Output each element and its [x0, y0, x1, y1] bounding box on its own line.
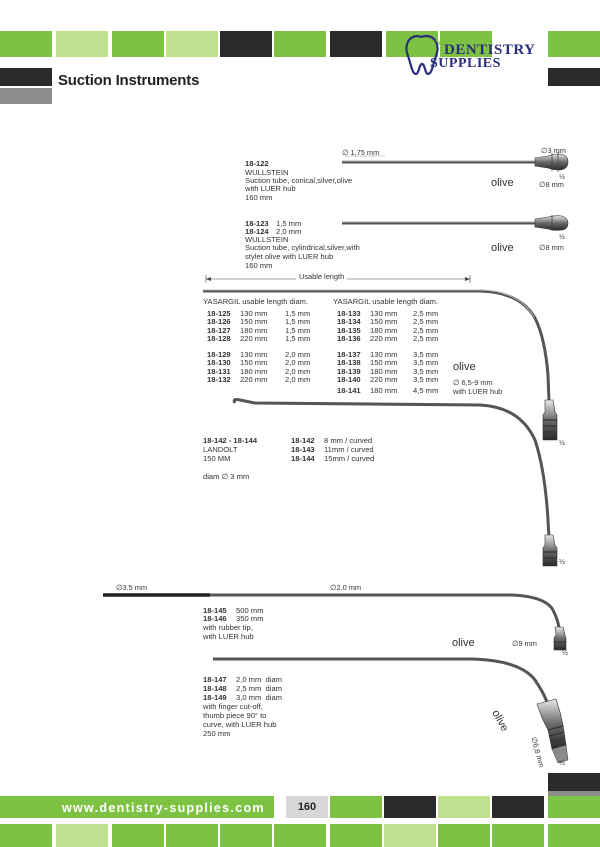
- table-cell-code: 18-139: [337, 367, 361, 376]
- table-cell-code: 18-127: [207, 326, 231, 335]
- table-cell-diam: 2,0 mm: [285, 358, 311, 367]
- landolt-diam: diam ∅ 3 mm: [203, 472, 250, 481]
- table-cell-code: 18-136: [337, 334, 361, 343]
- table-cell-length: 150 mm: [240, 358, 268, 367]
- desc2-18-123: stylet olive with LUER hub: [245, 252, 334, 261]
- table-cell-diam: 2,0 mm diam: [236, 675, 282, 684]
- table-cell-length: 180 mm: [370, 326, 398, 335]
- table-cell-diam: 3,0 mm diam: [236, 693, 282, 702]
- table-cell-desc: 15mm / curved: [324, 454, 375, 463]
- table-cell-length: 180 mm: [240, 367, 268, 376]
- table-cell-diam: 2,5 mm: [413, 317, 439, 326]
- table-cell-diam: 2,0 mm: [285, 375, 311, 384]
- desc2-18-122: with LUER hub: [245, 184, 296, 193]
- table-cell-diam: 2,5 mm: [413, 334, 439, 343]
- desc3-18-147: curve, with LUER hub: [203, 720, 277, 729]
- table-cell-diam: 1,5 mm: [285, 309, 311, 318]
- table-cell-length: 130 mm: [240, 309, 268, 318]
- desc1-18-147: with finger cut-off,: [203, 702, 263, 711]
- name-18-123: WULLSTEIN: [245, 235, 289, 244]
- tube-18-123: [342, 215, 568, 231]
- dia-olive-18-145: ∅9 mm: [512, 639, 537, 648]
- table-cell-diam: 2,0 mm: [285, 367, 311, 376]
- table-cell-length: 220 mm: [370, 334, 398, 343]
- table-cell-code: 18-134: [337, 317, 361, 326]
- scale-18-123: ½: [559, 234, 565, 241]
- brand-bottom: SUPPLIES: [430, 56, 501, 71]
- table-cell-code: 18-140: [337, 375, 361, 384]
- table-cell-code: 18-135: [337, 326, 361, 335]
- dia-mid-18-145: ∅2.0 mm: [330, 583, 362, 592]
- landolt-length: 150 MM: [203, 454, 231, 463]
- tube-landolt: [234, 399, 557, 566]
- table-cell-code: 18-128: [207, 334, 231, 343]
- table-cell-code: 18-138: [337, 358, 361, 367]
- table-cell-code: 18-131: [207, 367, 231, 376]
- table-cell-code: 18-133: [337, 309, 361, 318]
- landolt-range: 18-142 - 18-144: [203, 436, 258, 445]
- table-cell-diam: 3,5 mm: [413, 375, 439, 384]
- length-18-147: 250 mm: [203, 729, 231, 738]
- table-cell-length: 180 mm: [370, 386, 398, 395]
- dia-top-18-122: ∅ 1,75 mm: [342, 148, 380, 157]
- table-cell-diam: 4,5 mm: [413, 386, 439, 395]
- table-cell-length: 150 mm: [240, 317, 268, 326]
- table-cell-code: 18-143: [291, 445, 315, 454]
- table-cell-diam: 1,5 mm: [285, 334, 311, 343]
- dia-olive-18-122: ∅8 mm: [539, 180, 564, 189]
- table-cell-diam: 2,5 mm: [413, 309, 439, 318]
- size-18-123: 1,5 mm: [276, 219, 302, 228]
- table-cell-code: 18-141: [337, 386, 361, 395]
- usable-length-label: Usable length: [296, 272, 347, 281]
- name-18-122: WULLSTEIN: [245, 168, 289, 177]
- desc2-18-147: thumb piece 90° to: [203, 711, 267, 720]
- table-cell-code: 18-130: [207, 358, 231, 367]
- yasargil-left-header: YASARGIL usable length diam.: [203, 297, 309, 306]
- table-cell-diam: 1,5 mm: [285, 326, 311, 335]
- table-cell-diam: 2,5 mm diam: [236, 684, 282, 693]
- table-cell-diam: 3,5 mm: [413, 358, 439, 367]
- scale-yasargil: ½: [559, 440, 565, 447]
- yasargil-right-header: YASARGIL usable length diam.: [333, 297, 439, 306]
- table-cell-length: 220 mm: [240, 375, 268, 384]
- code-18-145: 18-145: [203, 606, 227, 615]
- table-cell-length: 180 mm: [240, 326, 268, 335]
- olive-label-18-123: olive: [491, 242, 514, 254]
- dia-tip-18-122: ∅3 mm: [541, 146, 566, 155]
- olive-label-18-122: olive: [491, 177, 514, 189]
- hub-yasargil: with LUER hub: [453, 387, 503, 396]
- desc2-18-145: with LUER hub: [203, 632, 254, 641]
- table-cell-code: 18-125: [207, 309, 231, 318]
- code-18-123: 18-123: [245, 219, 269, 228]
- table-cell-desc: 8 mm / curved: [324, 436, 373, 445]
- scale-18-145: ½: [562, 650, 568, 657]
- table-cell-length: 220 mm: [240, 334, 268, 343]
- len-18-146: 350 mm: [236, 614, 264, 623]
- table-cell-diam: 2,0 mm: [285, 350, 311, 359]
- scale-landolt: ½: [559, 559, 565, 566]
- scale-18-122: ½: [559, 174, 565, 181]
- table-cell-code: 18-149: [203, 693, 227, 702]
- table-cell-diam: 3,5 mm: [413, 367, 439, 376]
- desc1-18-123: Suction tube, cylindrical,silver,with: [245, 243, 360, 252]
- table-cell-length: 150 mm: [370, 317, 398, 326]
- table-cell-diam: 1,5 mm: [285, 317, 311, 326]
- table-cell-code: 18-144: [291, 454, 315, 463]
- table-cell-code: 18-126: [207, 317, 231, 326]
- tube-18-145: [103, 595, 566, 650]
- table-cell-code: 18-147: [203, 675, 227, 684]
- len-18-145: 500 mm: [236, 606, 264, 615]
- table-cell-length: 130 mm: [370, 350, 398, 359]
- page-title: Suction Instruments: [58, 72, 200, 89]
- table-cell-length: 150 mm: [370, 358, 398, 367]
- code-18-146: 18-146: [203, 614, 227, 623]
- table-cell-length: 130 mm: [240, 350, 268, 359]
- scale-18-147: ½: [559, 760, 565, 767]
- dia-olive-18-123: ∅8 mm: [539, 243, 564, 252]
- table-cell-length: 130 mm: [370, 309, 398, 318]
- olive-label-18-145: olive: [452, 637, 475, 649]
- code-18-122: 18-122: [245, 159, 269, 168]
- table-cell-code: 18-142: [291, 436, 315, 445]
- landolt-name: LANDOLT: [203, 445, 238, 454]
- dia-olive-yasargil: ∅ 6,5-9 mm: [453, 378, 493, 387]
- desc1-18-145: with rubber tip,: [203, 623, 253, 632]
- code-18-124: 18-124: [245, 227, 269, 236]
- table-cell-code: 18-137: [337, 350, 361, 359]
- table-cell-length: 220 mm: [370, 375, 398, 384]
- length-18-122: 160 mm: [245, 193, 273, 202]
- table-cell-code: 18-129: [207, 350, 231, 359]
- olive-label-yasargil: olive: [453, 361, 476, 373]
- dia-olive-18-147: ∅6,8 mm: [529, 736, 547, 769]
- website-link[interactable]: www.dentistry-supplies.com: [62, 801, 265, 815]
- dia-left-18-145: ∅3.5 mm: [116, 583, 148, 592]
- olive-label-18-147: olive: [489, 708, 511, 734]
- table-cell-length: 180 mm: [370, 367, 398, 376]
- table-cell-desc: 11mm / curved: [324, 445, 374, 454]
- page-number: 160: [286, 796, 328, 818]
- table-cell-diam: 2,5 mm: [413, 326, 439, 335]
- table-cell-code: 18-148: [203, 684, 227, 693]
- length-18-123: 160 mm: [245, 261, 273, 270]
- brand-top: DENTISTRY: [444, 42, 536, 58]
- table-cell-diam: 3,5 mm: [413, 350, 439, 359]
- table-cell-code: 18-132: [207, 375, 231, 384]
- size-18-124: 2,0 mm: [276, 227, 302, 236]
- desc1-18-122: Suction tube, conical,silver,olive: [245, 176, 353, 185]
